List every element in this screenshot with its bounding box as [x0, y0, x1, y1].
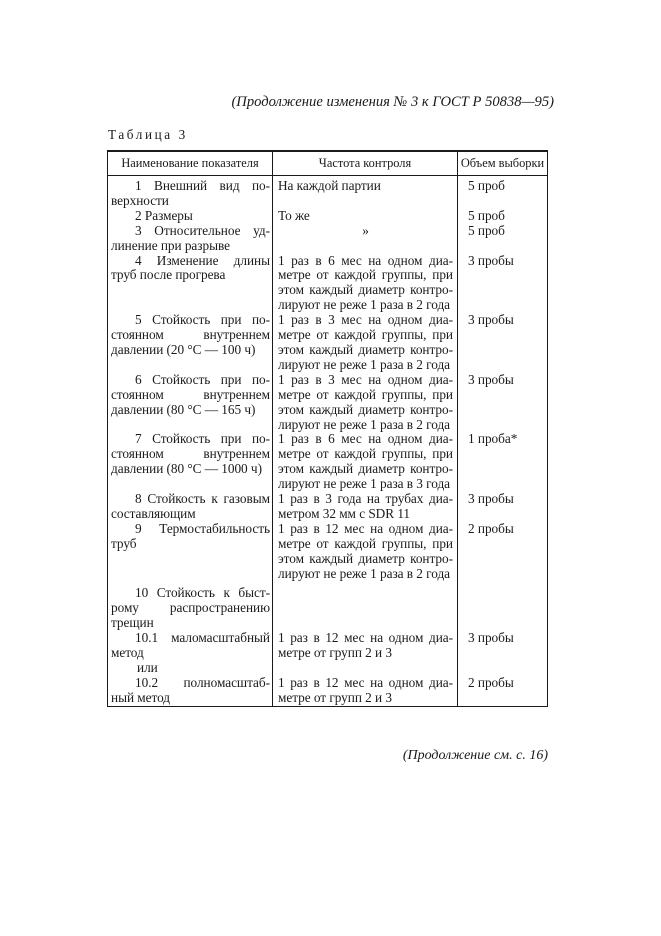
sample-size: 3 пробы [458, 631, 548, 676]
sample-size: 3 пробы [458, 254, 548, 314]
table-row [108, 209, 548, 224]
indicator-or-connector: или [137, 660, 158, 675]
indicator-name: 3 Относительное уд-линение при разрыве [111, 222, 270, 253]
control-frequency: 1 раз в 12 мес на одном диа-метре от каждой группы, при этом каждый диаметр контро-лируют не реже 1 раза в 2 года [273, 522, 458, 582]
control-frequency: 1 раз в 3 года на трубах диа-метром 32 мм с SDR 11 [273, 492, 458, 522]
sample-size: 2 пробы [458, 676, 548, 706]
indicator-name: 4 Изменение длины труб после прогрева [111, 252, 270, 283]
control-frequency: 1 раз в 12 мес на одном диа-метре от групп 2 и 3 [273, 676, 458, 706]
indicator-name: 10.2 полномасштаб-ный метод [111, 674, 270, 705]
table-header-row [108, 151, 548, 176]
sample-size: 5 проб [458, 224, 548, 254]
sample-size: 3 пробы [458, 373, 548, 433]
table-row [108, 581, 548, 631]
table-row [108, 492, 548, 522]
control-frequency-ditto-mark: » [273, 224, 458, 254]
control-frequency: 1 раз в 3 мес на одном диа-метре от каждой группы, при этом каждый диаметр контро-лируют не реже 1 раза в 2 года [273, 373, 458, 433]
table-row [108, 522, 548, 582]
sample-size: 5 проб [458, 209, 548, 224]
indicator-name: 5 Стойкость при по-стоянном внутреннем давлении (20 °С — 100 ч) [111, 312, 270, 357]
indicator-name: 2 Размеры [135, 207, 193, 223]
sample-size: 1 проба* [458, 432, 548, 492]
indicator-name: 10 Стойкость к быст-рому распространению трещин [111, 585, 270, 631]
column-header-sample-size: Объем выборки [458, 151, 548, 176]
table-row [108, 631, 548, 676]
table-caption: Таблица 3 [108, 127, 188, 142]
table-row [108, 432, 548, 492]
table-row [108, 224, 548, 254]
control-frequency-table [107, 150, 548, 707]
column-header-control-frequency: Частота контроля [273, 151, 458, 176]
continuation-footer-note: (Продолжение см. с. 16) [402, 748, 548, 763]
control-frequency: То же [273, 209, 458, 224]
indicator-name: 10.1 маломасштабный метод [111, 630, 270, 661]
sample-size: 2 пробы [458, 522, 548, 582]
indicator-name: 7 Стойкость при по-стоянном внутреннем давлении (80 °С — 1000 ч) [111, 431, 270, 477]
indicator-name: 8 Стойкость к газовым составляющим [111, 491, 270, 521]
column-header-indicator-name: Наименование показателя [108, 151, 273, 176]
table-row [108, 254, 548, 314]
table-row [108, 373, 548, 433]
sample-size: 3 пробы [458, 492, 548, 522]
control-frequency: 1 раз в 3 мес на одном диа-метре от каждой группы, при этом каждый диаметр контро-лируют не реже 1 раза в 2 года [273, 313, 458, 373]
indicator-name: 9 Термостабильность труб [111, 520, 270, 551]
table-row [108, 676, 548, 706]
control-frequency: 1 раз в 12 мес на одном диа-метре от групп 2 и 3 [273, 631, 458, 676]
continuation-header-note: (Продолжение изменения № 3 к ГОСТ Р 50838—95) [231, 94, 554, 110]
sample-size: 5 проб [458, 176, 548, 209]
control-frequency: 1 раз в 6 мес на одном диа-метре от каждой группы, при этом каждый диаметр контро-лируют не реже 1 раза в 2 года [273, 254, 458, 314]
table-row [108, 313, 548, 373]
table-row [108, 176, 548, 209]
control-frequency [273, 581, 458, 631]
control-frequency: 1 раз в 6 мес на одном диа-метре от каждой группы, при этом каждый диаметр контро-лируют не реже 1 раза в 3 года [273, 432, 458, 492]
control-frequency: На каждой партии [273, 176, 458, 209]
indicator-name: 6 Стойкость при по-стоянном внутреннем давлении (80 °С — 165 ч) [111, 371, 270, 417]
sample-size: 3 пробы [458, 313, 548, 373]
sample-size [458, 581, 548, 631]
indicator-name: 1 Внешний вид по-верхности [111, 178, 270, 208]
